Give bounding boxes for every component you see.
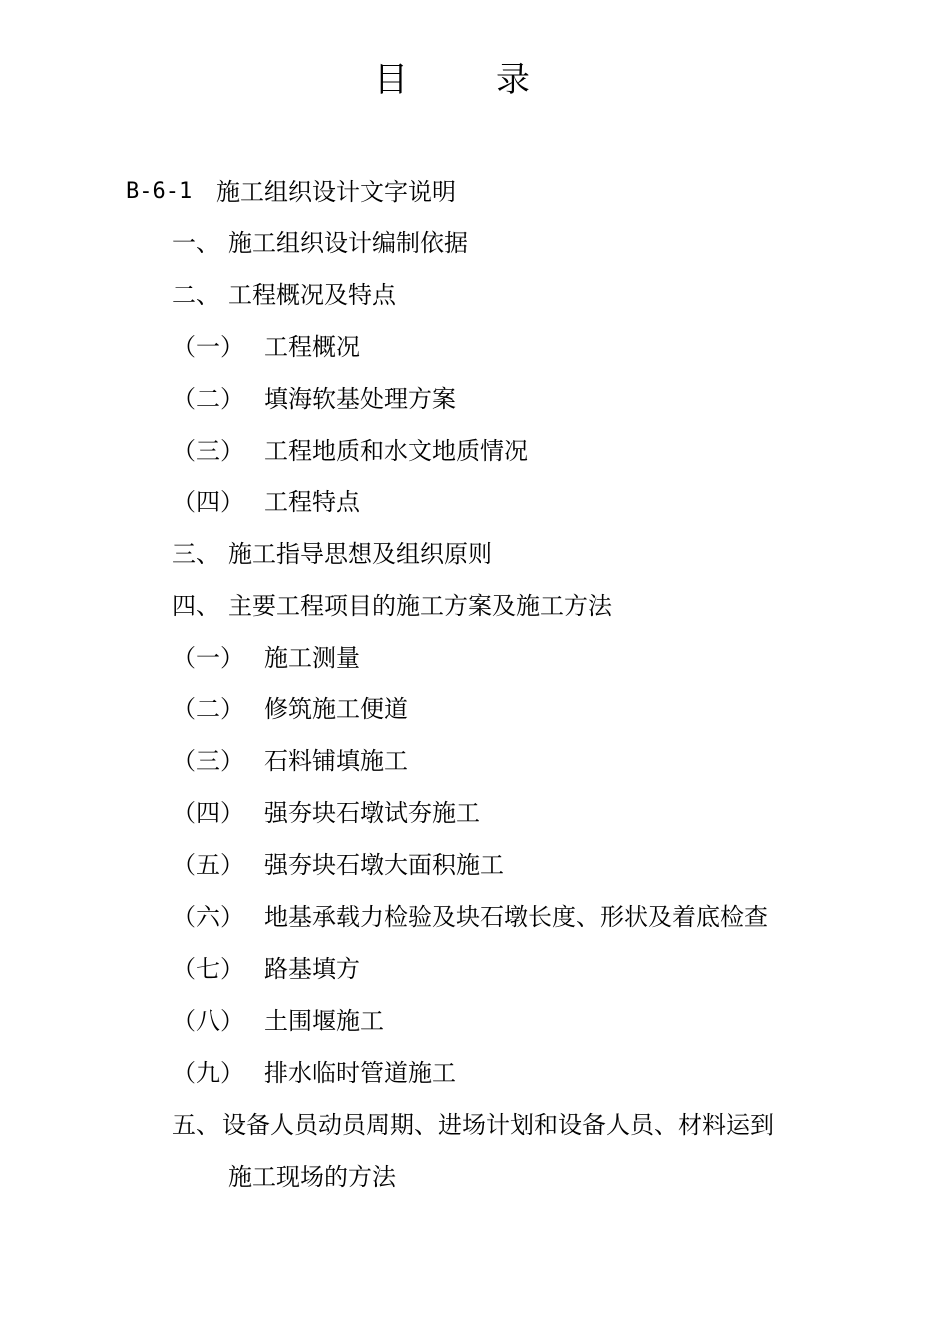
toc-subitem-number: （一）: [172, 644, 244, 672]
toc-subitem-number: （六）: [172, 903, 244, 931]
toc-subitem-text: 工程特点: [264, 488, 360, 516]
title-char-2: 录: [496, 60, 530, 100]
toc-heading-code: B-6-1: [126, 179, 193, 204]
toc-subitem-text: 土围堰施工: [264, 1007, 384, 1035]
toc-subitem-text: 路基填方: [264, 955, 360, 983]
toc-subitem-number: （三）: [172, 437, 244, 465]
toc-heading-text: 施工组织设计文字说明: [216, 178, 456, 206]
toc-subitem-text: 施工测量: [264, 644, 360, 672]
toc-item-text: 施工现场的方法: [228, 1163, 396, 1191]
toc-subitem-number: （一）: [172, 333, 244, 361]
toc-subitem-text: 强夯块石墩大面积施工: [264, 851, 504, 879]
toc-subitem-number: （四）: [172, 799, 244, 827]
toc-item-text: 主要工程项目的施工方案及施工方法: [228, 592, 612, 620]
page-title: [0, 58, 950, 104]
title-char-1: 目: [374, 60, 408, 100]
toc-item-text: 工程概况及特点: [228, 281, 396, 309]
toc-item-number: 四、: [172, 592, 220, 620]
toc-subitem-number: （五）: [172, 851, 244, 879]
toc-subitem-text: 排水临时管道施工: [264, 1059, 456, 1087]
toc-subitem-number: （四）: [172, 488, 244, 516]
toc-subitem-text: 地基承载力检验及块石墩长度、形状及着底检查: [264, 903, 768, 931]
toc-subitem-text: 石料铺填施工: [264, 747, 408, 775]
toc-item-text: 施工指导思想及组织原则: [228, 540, 492, 568]
toc-subitem-text: 强夯块石墩试夯施工: [264, 799, 480, 827]
toc-item-text: 设备人员动员周期、进场计划和设备人员、材料运到: [222, 1111, 774, 1139]
toc-item-number: 一、: [172, 229, 220, 257]
toc-subitem-text: 工程地质和水文地质情况: [264, 437, 528, 465]
toc-subitem-number: （三）: [172, 747, 244, 775]
toc-subitem-text: 修筑施工便道: [264, 695, 408, 723]
toc-item-number: 五、: [172, 1111, 220, 1139]
toc-subitem-number: （二）: [172, 695, 244, 723]
toc-subitem-text: 工程概况: [264, 333, 360, 361]
toc-subitem-number: （二）: [172, 385, 244, 413]
toc-item-number: 三、: [172, 540, 220, 568]
toc-subitem-number: （八）: [172, 1007, 244, 1035]
toc-subitem-number: （九）: [172, 1059, 244, 1087]
toc-item-number: 二、: [172, 281, 220, 309]
toc-subitem-number: （七）: [172, 955, 244, 983]
toc-item-text: 施工组织设计编制依据: [228, 229, 468, 257]
toc-subitem-text: 填海软基处理方案: [264, 385, 456, 413]
